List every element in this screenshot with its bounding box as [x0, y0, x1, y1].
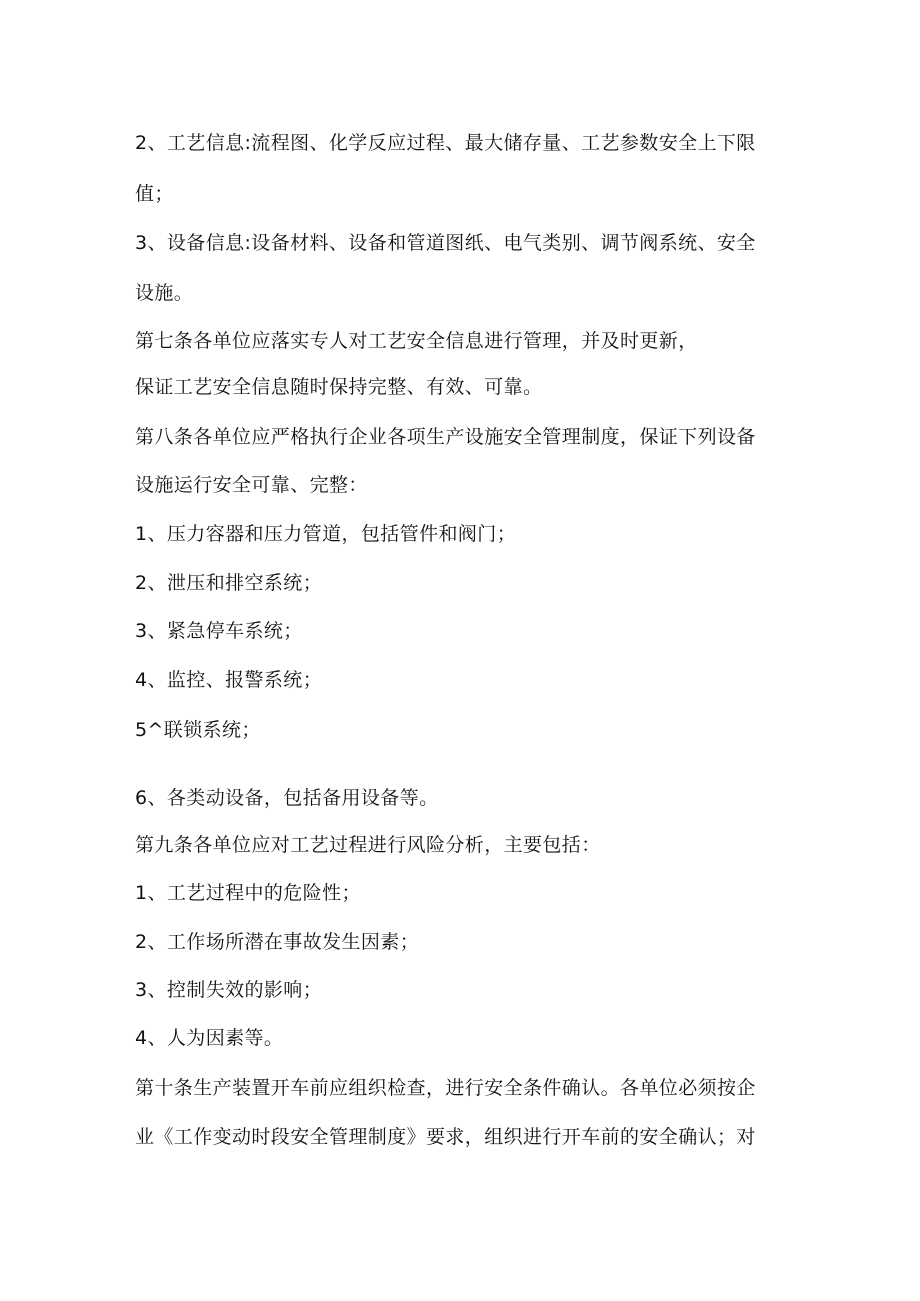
text-line-8: 设施运行安全可靠、完整： — [135, 474, 368, 496]
text-line-4: 设施。 — [135, 282, 194, 304]
text-line-15: 第九条各单位应对工艺过程进行风险分析，主要包括： — [135, 834, 601, 856]
text-line-6: 保证工艺安全信息随时保持完整、有效、可靠。 — [135, 376, 543, 398]
text-line-14: 6、各类动设备，包括备用设备等。 — [135, 787, 439, 809]
text-line-11: 3、紧急停车系统； — [135, 620, 303, 642]
text-line-19: 4、人为因素等。 — [135, 1027, 284, 1049]
text-line-2: 值； — [135, 183, 174, 205]
text-line-9: 1、压力容器和压力管道，包括管件和阀门； — [135, 523, 517, 545]
text-line-21: 业《工作变动时段安全管理制度》要求，组织进行开车前的安全确认；对 — [135, 1126, 756, 1148]
text-line-13: 5^联锁系统； — [135, 719, 261, 741]
text-line-5: 第七条各单位应落实专人对工艺安全信息进行管理，并及时更新， — [135, 330, 698, 352]
text-line-10: 2、泄压和排空系统； — [135, 572, 323, 594]
text-line-3: 3、设备信息:设备材料、设备和管道图纸、电气类别、调节阀系统、安全 — [135, 232, 756, 254]
text-line-17: 2、工作场所潜在事故发生因素； — [135, 931, 420, 953]
text-line-1: 2、工艺信息:流程图、化学反应过程、最大储存量、工艺参数安全上下限 — [135, 132, 756, 154]
text-line-16: 1、工艺过程中的危险性； — [135, 882, 361, 904]
text-line-20: 第十条生产装置开车前应组织检查，进行安全条件确认。各单位必须按企 — [135, 1077, 756, 1099]
text-line-7: 第八条各单位应严格执行企业各项生产设施安全管理制度，保证下列设备 — [135, 426, 756, 448]
text-line-18: 3、控制失效的影响； — [135, 979, 323, 1001]
text-line-12: 4、监控、报警系统； — [135, 669, 323, 691]
